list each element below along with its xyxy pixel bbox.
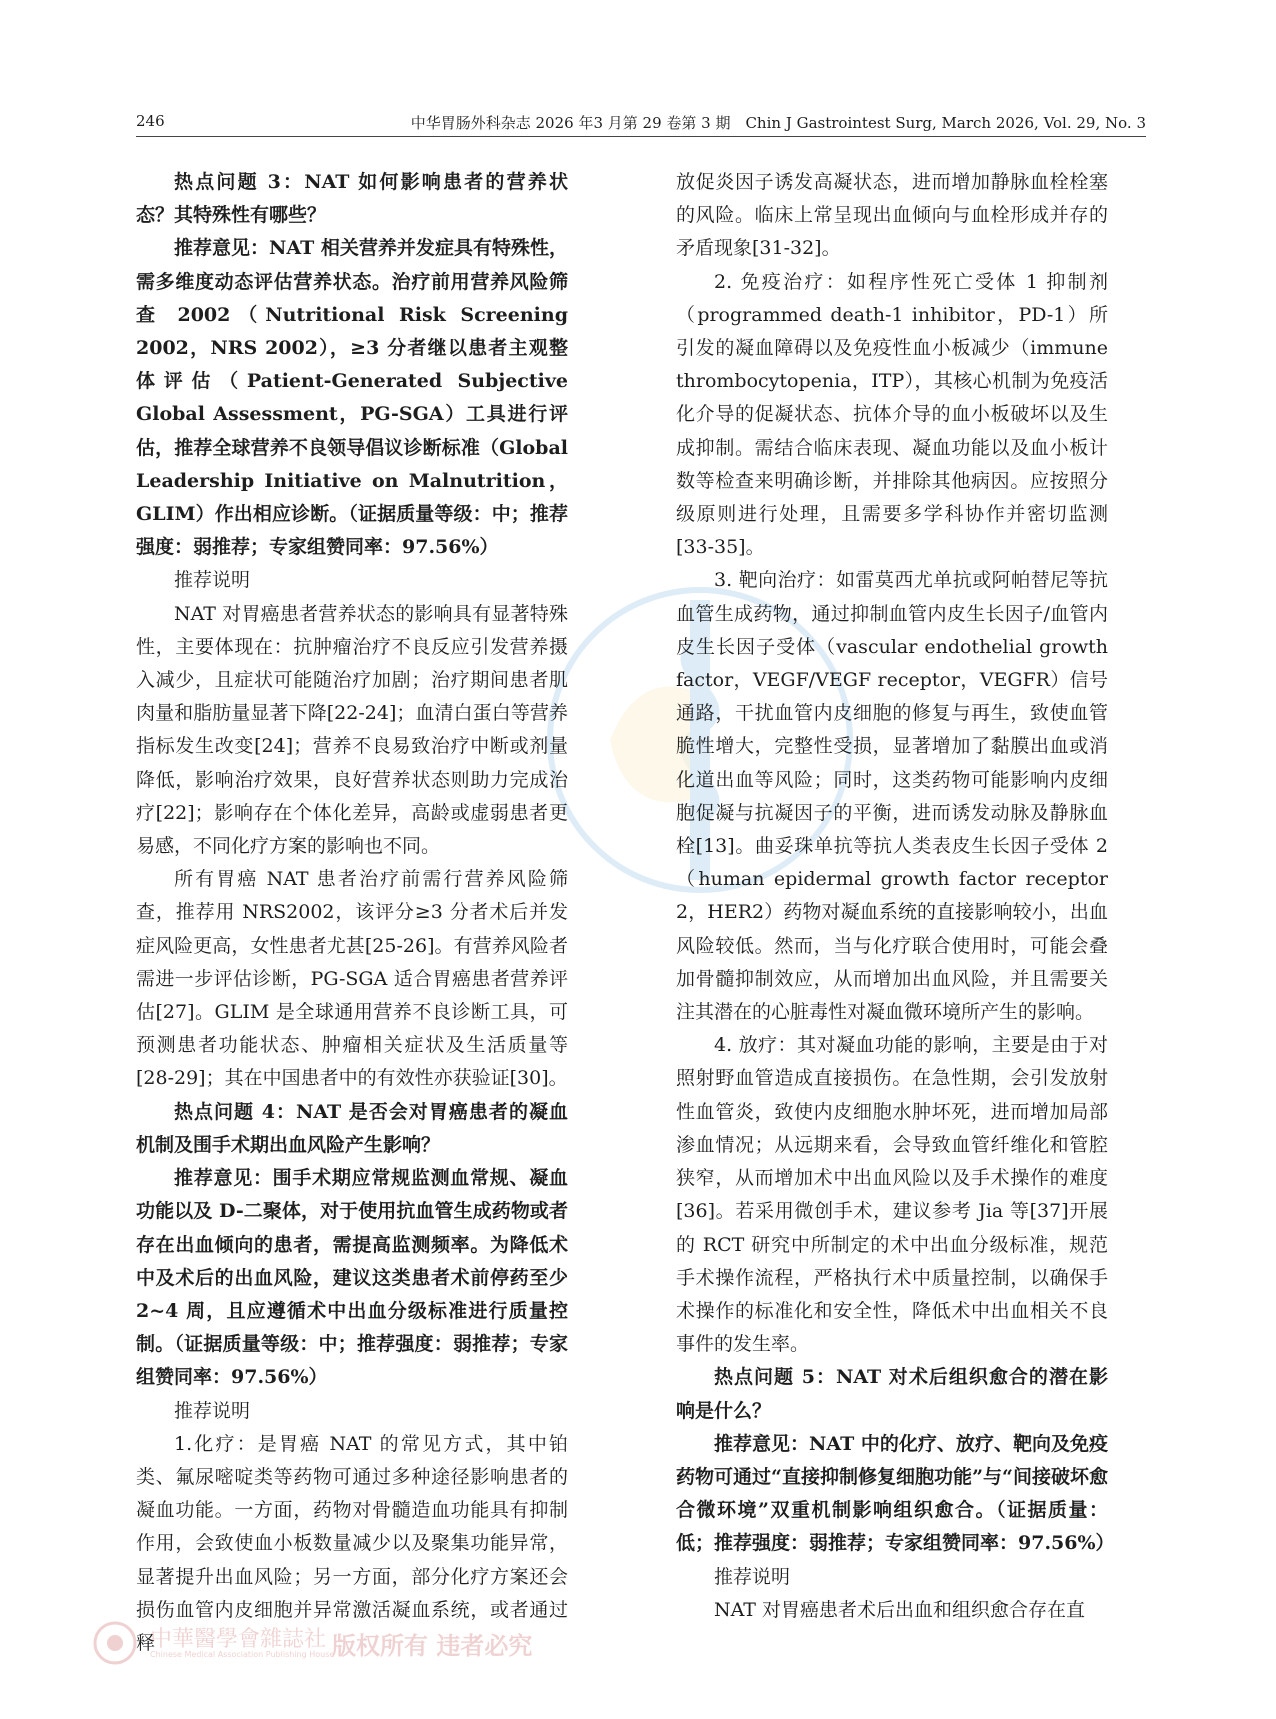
paragraph: 推荐意见：NAT 相关营养并发症具有特殊性，需多维度动态评估营养状态。治疗前用营养风险筛查 2002（Nutritional Risk Screening 2002，NRS 2002），≥3 分者继以患者主观整体评估（Patient-Generated Subjective Global Assessment，PG-SGA）工具进行评估，推荐全球营养不良领导倡议诊断标准（Global Leadership Initiative on Malnutrition，GLIM）作出相应诊断。（证据质量等级：中；推荐强度：弱推荐；专家组赞同率：97.56%） [136, 237, 568, 559]
paragraph: 推荐意见：围手术期应常规监测血常规、凝血功能以及 D-二聚体，对于使用抗血管生成药物或者存在出血倾向的患者，需提高监测频率。为降低术中及术后的出血风险，建议这类患者术前停药至少 2~4 周，且应遵循术中出血分级标准进行质量控制。（证据质量等级：中；推荐强度：弱推荐；专家组赞同率：97.56%） [136, 1167, 568, 1389]
right-column [676, 166, 1115, 1627]
page-number: 246 [136, 112, 165, 130]
paragraph: 热点问题 5：NAT 对术后组织愈合的潜在影响是什么？ [676, 1366, 1108, 1422]
paragraph: NAT 对胃癌患者营养状态的影响具有显著特殊性，主要体现在：抗肿瘤治疗不良反应引发营养摄入减少，且症状可能随治疗加剧；治疗期间患者肌肉量和脂肪量显著下降[22-24]；血清白蛋白等营养指标发生改变[24]；营养不良易致治疗中断或剂量降低，影响治疗效果，良好营养状态则助力完成治疗[22]；影响存在个体化差异，高龄或虚弱患者更易感，不同化疗方案的影响也不同。 [136, 602, 568, 858]
paragraph: 推荐说明 [174, 1399, 251, 1422]
paragraph: 推荐意见：NAT 中的化疗、放疗、靶向及免疫药物可通过“直接抑制修复细胞功能”与“间接破坏愈合微环境”双重机制影响组织愈合。（证据质量：低；推荐强度：弱推荐；专家组赞同率：97.56%） [676, 1432, 1115, 1555]
paragraph: 推荐说明 [174, 569, 251, 592]
flower-logo-icon [92, 1620, 138, 1666]
paragraph: 3. 靶向治疗：如雷莫西尤单抗或阿帕替尼等抗血管生成药物，通过抑制血管内皮生长因子/血管内皮生长因子受体（vascular endothelial growth factor，VEGF/VEGF receptor，VEGFR）信号通路，干扰血管内皮细胞的修复与再生，致使血管脆性增大，完整性受损，显著增加了黏膜出血或消化道出血等风险；同时，这类药物可能影响内皮细胞促凝与抗凝因子的平衡，进而诱发动脉及静脉血栓[13]。曲妥珠单抗等抗人类表皮生长因子受体 2（human epidermal growth factor receptor 2，HER2）药物对凝血系统的直接影响较小，出血风险较低。然而，当与化疗联合使用时，可能会叠加骨髓抑制效应，从而增加出血风险，并且需要关注其潜在的心脏毒性对凝血微环境所产生的影响。 [676, 569, 1108, 1024]
left-column [136, 166, 568, 1660]
paragraph: 4. 放疗：其对凝血功能的影响，主要是由于对照射野血管造成直接损伤。在急性期，会引发放射性血管炎，致使内皮细胞水肿坏死，进而增加局部渗血情况；从远期来看，会导致血管纤维化和管腔狭窄，从而增加术中出血风险以及手术操作的难度[36]。若采用微创手术，建议参考 Jia 等[37]开展的 RCT 研究中所制定的术中出血分级标准，规范手术操作流程，严格执行术中质量控制，以确保手术操作的标准化和安全性，降低术中出血相关不良事件的发生率。 [676, 1034, 1108, 1356]
paragraph: 1.化疗：是胃癌 NAT 的常见方式，其中铂类、氟尿嘧啶类等药物可通过多种途径影响患者的凝血功能。一方面，药物对骨髓造血功能具有抑制作用，会致使血小板数量减少以及聚集功能异常，显著提升出血风险；另一方面，部分化疗方案还会损伤血管内皮细胞并异常激活凝血系统，或者通过释 [136, 1432, 568, 1654]
paragraph: 所有胃癌 NAT 患者治疗前需行营养风险筛查，推荐用 NRS2002，该评分≥3 分者术后并发症风险更高，女性患者尤甚[25-26]。有营养风险者需进一步评估诊断，PG-SGA 适合胃癌患者营养评估[27]。GLIM 是全球通用营养不良诊断工具，可预测患者功能状态、肿瘤相关症状及生活质量等[28-29]；其在中国患者中的有效性亦获验证[30]。 [136, 868, 568, 1090]
publisher-name-cn: 中華醫學會雜誌社 [150, 1627, 327, 1652]
running-header [136, 112, 1146, 137]
paragraph: 热点问题 4：NAT 是否会对胃癌患者的凝血机制及围手术期出血风险产生影响？ [136, 1100, 568, 1156]
copyright-notice: 版权所有 违者必究 [332, 1632, 533, 1660]
journal-citation: 中华胃肠外科杂志 2026 年3 月第 29 卷第 3 期 Chin J Gastrointest Surg, March 2026, Vol. 29, No. 3 [410, 114, 1146, 132]
paragraph: 热点问题 3：NAT 如何影响患者的营养状态？其特殊性有哪些？ [136, 171, 568, 227]
paragraph: 放促炎因子诱发高凝状态，进而增加静脉血栓栓塞的风险。临床上常呈现出血倾向与血栓形成并存的矛盾现象[31-32]。 [676, 171, 1108, 260]
paragraph: NAT 对胃癌患者术后出血和组织愈合存在直 [714, 1598, 1086, 1621]
publisher-logo [92, 1620, 572, 1670]
paragraph: 推荐说明 [714, 1565, 791, 1588]
publisher-name-en: Chinese Medical Association Publishing House [150, 1650, 335, 1659]
paragraph: 2. 免疫治疗：如程序性死亡受体 1 抑制剂（programmed death-1 inhibitor，PD-1）所引发的凝血障碍以及免疫性血小板减少（immune thrombocytopenia，ITP），其核心机制为免疫活化介导的促凝状态、抗体介导的血小板破坏以及生成抑制。需结合临床表现、凝血功能以及血小板计数等检查来明确诊断，并排除其他病因。应按照分级原则进行处理，且需要多学科协作并密切监测[33-35]。 [676, 270, 1108, 559]
